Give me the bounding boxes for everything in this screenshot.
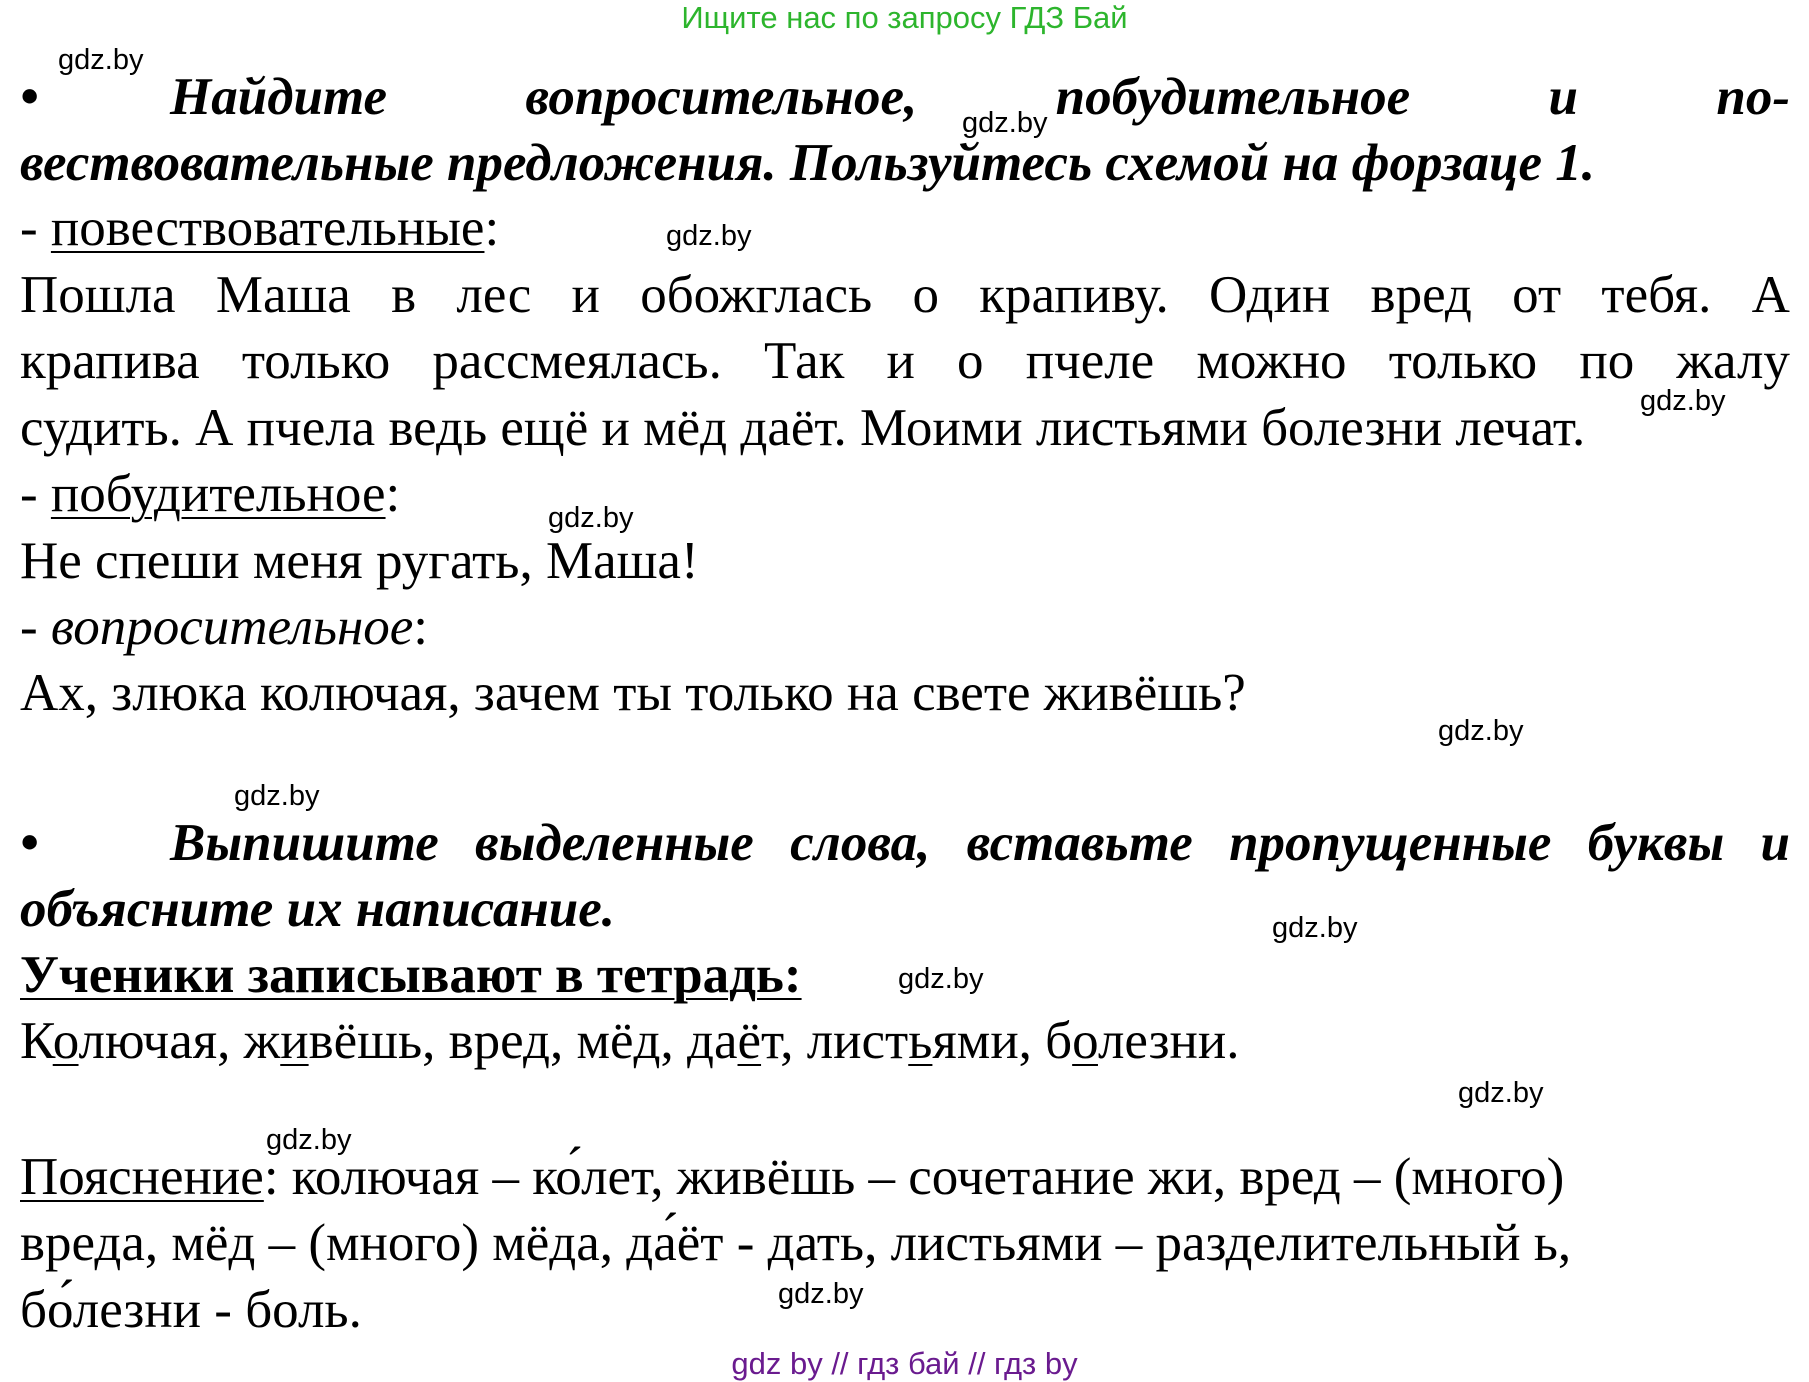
task1-line1	[20, 64, 1790, 130]
explanation-line3: бо́лезни - боль.	[20, 1281, 362, 1339]
narrative-line1: Пошла Маша в лес и обожглась о крапиву. Один вред от тебя. А	[20, 266, 1790, 324]
narrative-line3: судить. А пчела ведь ещё и мёд даёт. Моими листьями болезни лечат.	[20, 399, 1586, 457]
narrative-line2: крапива только рассмеялась. Так и о пчеле можно только по жалу	[20, 332, 1790, 390]
task2-bullet-word: • Выпишите	[20, 810, 439, 876]
words-line: Колючая, живёшь, вред, мёд, даёт, листьями, болезни.	[20, 1012, 1240, 1070]
task1-bullet-word: • Найдите	[20, 64, 387, 130]
top-banner[interactable]: Ищите нас по запросу ГДЗ Бай	[681, 0, 1128, 35]
task1-word: по-	[1716, 68, 1790, 126]
bullet-icon: •	[20, 814, 39, 872]
interrogative-label-line: - вопросительное:	[20, 598, 428, 656]
explanation-label: Пояснение	[20, 1148, 264, 1206]
task1-word: побудительное	[1055, 68, 1411, 126]
imperative-label: побудительное	[50, 465, 386, 523]
watermark: gdz.by	[1272, 912, 1358, 944]
watermark: gdz.by	[58, 44, 144, 76]
explanation-line1: Пояснение: колючая – ко́лет, живёшь – сочетание жи, вред – (много)	[20, 1148, 1565, 1206]
watermark: gdz.by	[962, 107, 1048, 139]
watermark: gdz.by	[778, 1278, 864, 1310]
explanation-line2: вреда, мёд – (много) мёда, да́ёт - дать, листьями – разделительный ь,	[20, 1214, 1572, 1272]
imperative-sentence: Не спеши меня ругать, Маша!	[20, 532, 699, 590]
watermark: gdz.by	[266, 1124, 352, 1156]
task2-line1: • Выпишите выделенные слова, вставьте пропущенные буквы и	[20, 810, 1790, 876]
task1-word: и	[1548, 68, 1578, 126]
watermark: gdz.by	[234, 780, 320, 812]
watermark: gdz.by	[1458, 1077, 1544, 1109]
footer-links[interactable]: gdz by // гдз бай // гдз by	[731, 1346, 1078, 1381]
students-heading: Ученики записывают в тетрадь:	[20, 946, 802, 1004]
interrogative-label: вопросительное	[50, 598, 414, 656]
task1-line2: вествовательные предложения. Пользуйтесь схемой на форзаце 1.	[20, 134, 1596, 192]
watermark: gdz.by	[548, 502, 634, 534]
watermark: gdz.by	[898, 963, 984, 995]
narrative-label-line: - повествовательные:	[20, 199, 500, 257]
narrative-label: повествовательные	[50, 199, 485, 257]
task1-word: вопросительное,	[525, 68, 918, 126]
imperative-label-line: - побудительное:	[20, 465, 401, 523]
interrogative-sentence: Ах, злюка колючая, зачем ты только на свете живёшь?	[20, 664, 1246, 722]
task2-line2: объясните их написание.	[20, 880, 616, 938]
watermark: gdz.by	[1640, 385, 1726, 417]
bullet-icon: •	[20, 68, 39, 126]
watermark: gdz.by	[1438, 715, 1524, 747]
watermark: gdz.by	[666, 220, 752, 252]
